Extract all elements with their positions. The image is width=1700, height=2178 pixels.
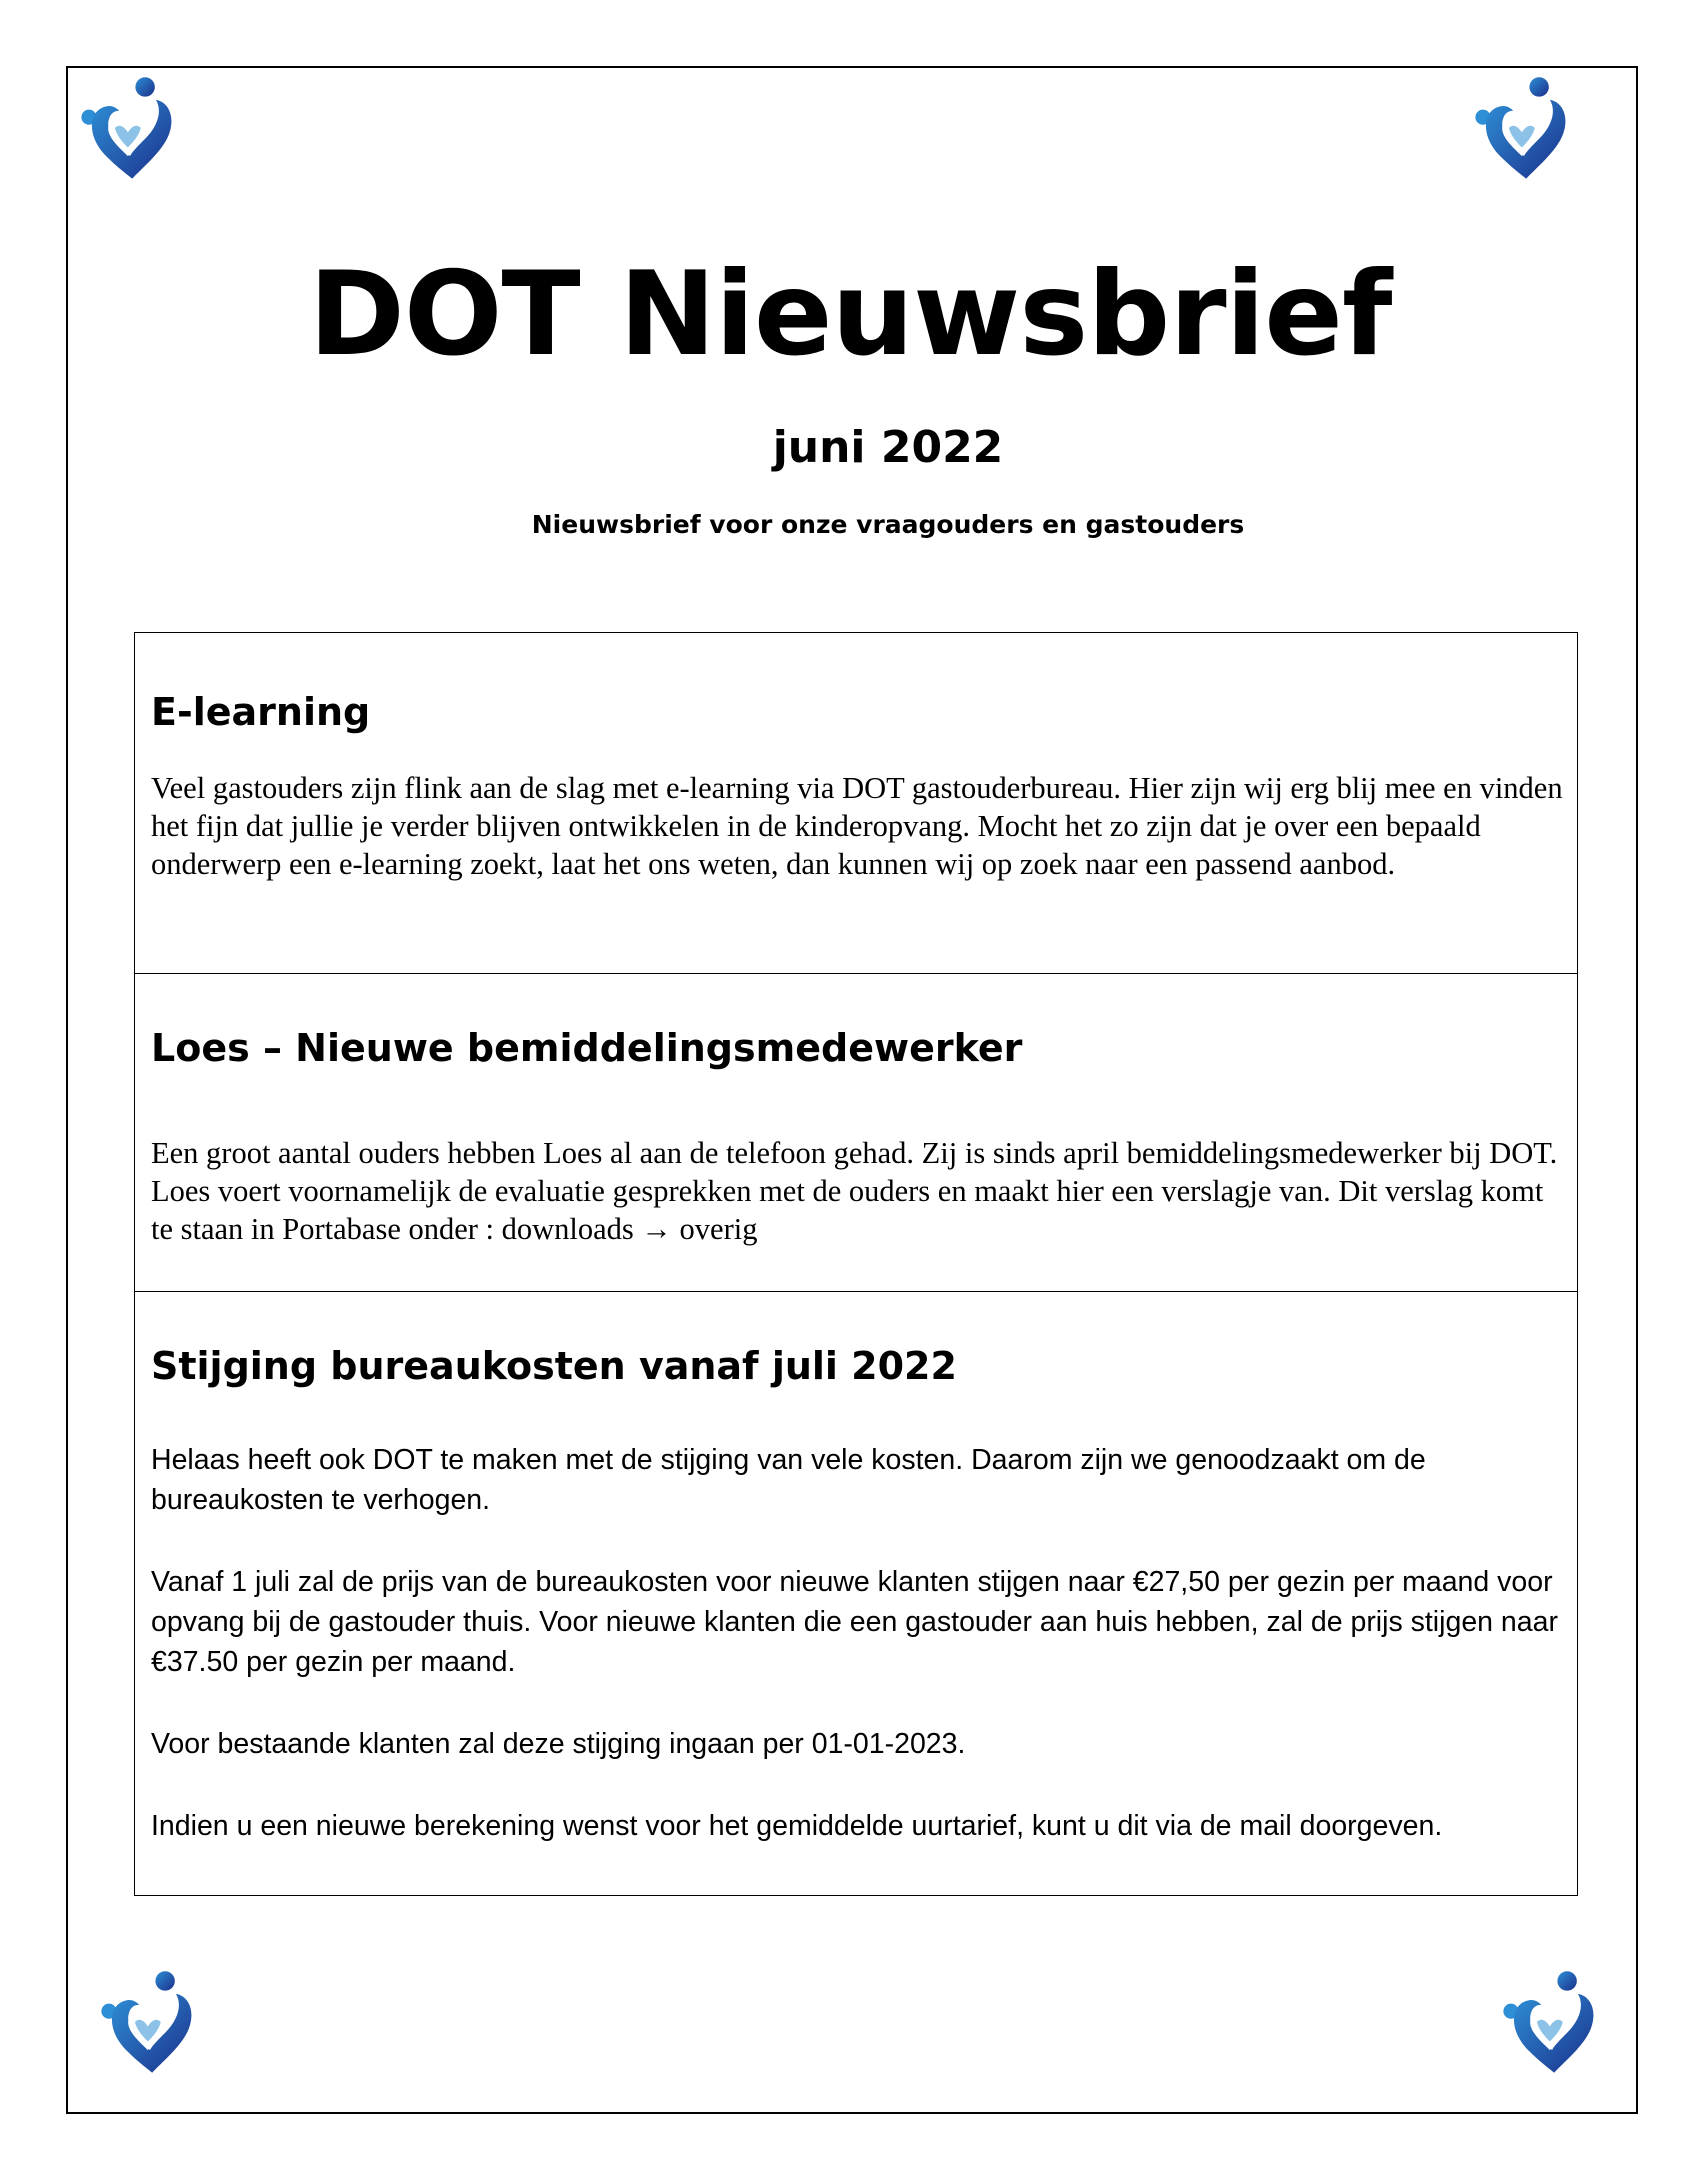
section-paragraph: Helaas heeft ook DOT te maken met de stijging van vele kosten. Daarom zijn we genoodzaakt om de bureaukosten te verhogen. bbox=[151, 1444, 1426, 1516]
section-heading: E-learning bbox=[151, 690, 371, 734]
newsletter-tagline: Nieuwsbrief voor onze vraagouders en gastouders bbox=[531, 510, 1245, 539]
section-e-learning bbox=[135, 633, 1577, 973]
section-paragraph: Indien u een nieuwe berekening wenst voor het gemiddelde uurtarief, kunt u dit via de mail doorgeven. bbox=[151, 1810, 1443, 1842]
newsletter-title: DOT Nieuwsbrief bbox=[308, 247, 1392, 382]
section-paragraph: Voor bestaande klanten zal deze stijging ingaan per 01-01-2023. bbox=[151, 1728, 966, 1760]
content-box bbox=[134, 632, 1578, 1896]
section-paragraph: Een groot aantal ouders hebben Loes al aan de telefoon gehad. Zij is sinds april bemiddelingsmedewerker bij DOT. Loes voert voornamelijk de evaluatie gesprekken met de ouders en maakt hier een verslagje van. Dit verslag komt te staan in Portabase onder : downloads → overig bbox=[151, 1136, 1558, 1246]
section-paragraph: Vanaf 1 juli zal de prijs van de bureaukosten voor nieuwe klanten stijgen naar €27,50 per gezin per maand voor opvang bij de gastouder thuis. Voor nieuwe klanten die een gastouder aan huis hebben, zal de prijs stijgen naar €37.50 per gezin per maand. bbox=[151, 1566, 1558, 1678]
corner-logo-top-right bbox=[1470, 72, 1578, 184]
newsletter-date: juni 2022 bbox=[772, 422, 1004, 473]
parent-child-heart-icon bbox=[1470, 72, 1578, 184]
corner-logo-bottom-left bbox=[96, 1966, 204, 2078]
section-paragraph: Veel gastouders zijn flink aan de slag met e-learning via DOT gastouderbureau. Hier zijn wij erg blij mee en vinden het fijn dat jullie je verder blijven ontwikkelen in de kinderopvang. Mocht het zo zijn dat je over een bepaald onderwerp een e-learning zoekt, laat het ons weten, dan kunnen wij op zoek naar een passend aanbod. bbox=[151, 771, 1563, 881]
section-heading: Loes – Nieuwe bemiddelingsmedewerker bbox=[151, 1026, 1023, 1070]
corner-logo-top-left bbox=[76, 72, 184, 184]
parent-child-heart-icon bbox=[1498, 1966, 1606, 2078]
parent-child-heart-icon bbox=[96, 1966, 204, 2078]
section-price-increase bbox=[135, 1291, 1577, 1897]
corner-logo-bottom-right bbox=[1498, 1966, 1606, 2078]
section-heading: Stijging bureaukosten vanaf juli 2022 bbox=[151, 1344, 957, 1388]
parent-child-heart-icon bbox=[76, 72, 184, 184]
section-new-employee bbox=[135, 973, 1577, 1291]
